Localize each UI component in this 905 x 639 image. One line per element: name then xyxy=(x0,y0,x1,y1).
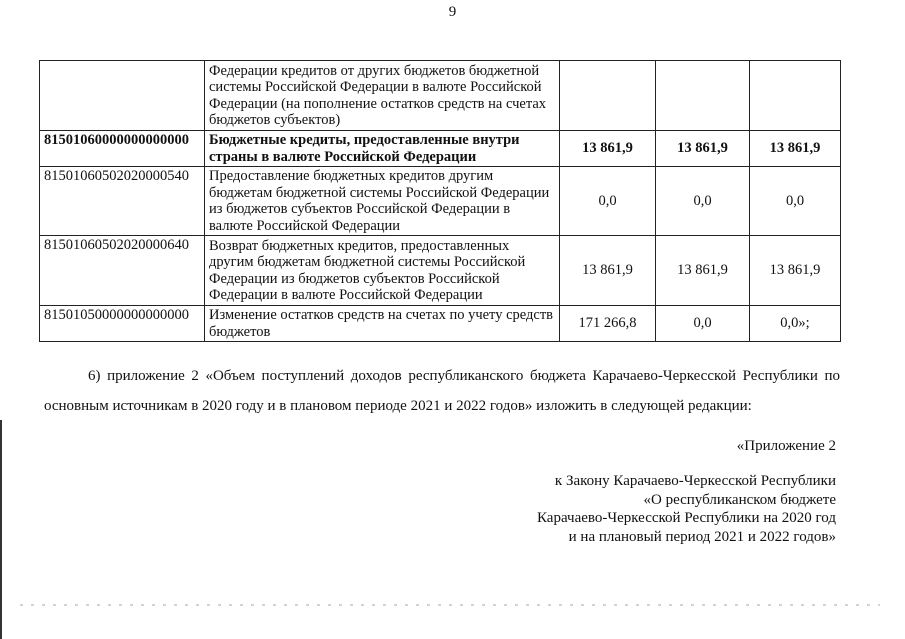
sources-table xyxy=(39,60,841,342)
row-value-2020: 0,0 xyxy=(560,167,656,236)
row-value-2021: 13 861,9 xyxy=(656,236,750,306)
scan-artifact xyxy=(20,604,880,606)
table-row xyxy=(40,131,841,167)
row-value-2020 xyxy=(560,61,656,131)
row-value-2022 xyxy=(750,61,841,131)
row-value-2021: 13 861,9 xyxy=(656,131,750,167)
table-row xyxy=(40,306,841,342)
row-value-2021: 0,0 xyxy=(656,167,750,236)
row-value-2020: 171 266,8 xyxy=(560,306,656,342)
row-code: 81501050000000000000 xyxy=(40,306,205,342)
amendment-line-1: 6) приложение 2 «Объем поступлений доходов республиканского бюджета Карачаево-Черкесской Республики по xyxy=(88,368,840,384)
row-code: 81501060000000000000 xyxy=(40,131,205,167)
row-value-2022: 0,0 xyxy=(750,167,841,236)
appendix-line: «О республиканском бюджете xyxy=(643,491,836,508)
row-description: Предоставление бюджетных кредитов другим бюджетам бюджетной системы Российской Федерации из бюджетов субъектов Российской Федерации в валюте Российской Федерации xyxy=(205,167,560,236)
appendix-line: и на плановый период 2021 и 2022 годов» xyxy=(568,528,836,545)
appendix-line: Карачаево-Черкесской Республики на 2020 год xyxy=(537,510,836,526)
row-value-2022: 13 861,9 xyxy=(750,236,841,306)
row-value-2021: 0,0 xyxy=(656,306,750,342)
row-code: 81501060502020000540 xyxy=(40,167,205,236)
row-description: Возврат бюджетных кредитов, предоставленных другим бюджетам бюджетной системы Российской Федерации из бюджетов субъектов Российской Федерации в валюте Российской Федерации xyxy=(205,236,560,306)
appendix-heading xyxy=(537,472,836,546)
row-description: Бюджетные кредиты, предоставленные внутри страны в валюте Российской Федерации xyxy=(205,131,560,167)
row-code: 81501060502020000640 xyxy=(40,236,205,306)
row-value-2020: 13 861,9 xyxy=(560,131,656,167)
table-row xyxy=(40,236,841,306)
row-description: Изменение остатков средств на счетах по учету средств бюджетов xyxy=(205,306,560,342)
row-description: Федерации кредитов от других бюджетов бюджетной системы Российской Федерации в валюте Российской Федерации (на пополнение остатков средств на счетах бюджетов субъектов) xyxy=(205,61,560,131)
table-row xyxy=(40,61,841,131)
amendment-line-2: основным источникам в 2020 году и в плановом периоде 2021 и 2022 годов» изложить в следующей редакции: xyxy=(44,398,752,414)
row-value-2021 xyxy=(656,61,750,131)
page-number: 9 xyxy=(448,4,457,20)
row-value-2020: 13 861,9 xyxy=(560,236,656,306)
row-code xyxy=(40,61,205,131)
appendix-title: «Приложение 2 xyxy=(736,438,836,454)
row-value-2022: 0,0»; xyxy=(750,306,841,342)
appendix-line: к Закону Карачаево-Черкесской Республики xyxy=(554,473,836,489)
scan-edge-line xyxy=(0,420,2,639)
table-row xyxy=(40,167,841,236)
amendment-paragraph xyxy=(44,361,840,421)
row-value-2022: 13 861,9 xyxy=(750,131,841,167)
